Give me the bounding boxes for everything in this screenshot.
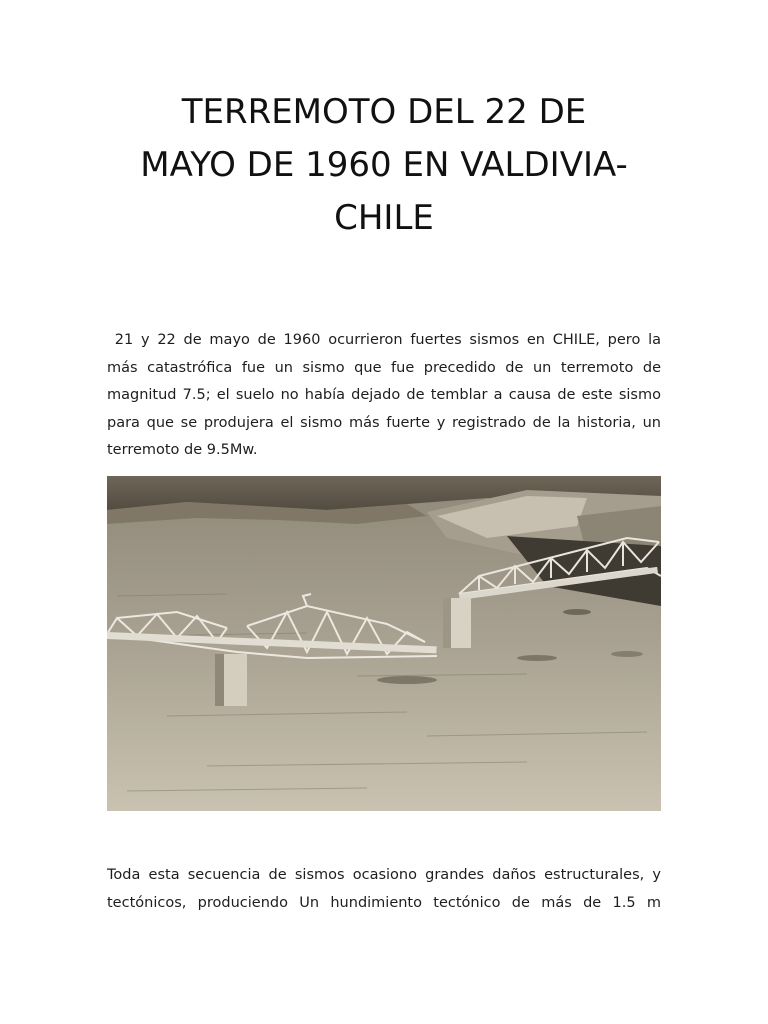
- document-title: [96, 86, 672, 245]
- title-line: CHILE: [334, 198, 434, 238]
- intro-paragraph: [107, 327, 661, 465]
- paragraph-line: tectónicos, produciendo Un hundimiento tectónico de más de 1.5 m: [107, 894, 661, 911]
- title-line: TERREMOTO DEL 22 DE: [181, 92, 587, 132]
- paragraph-line: magnitud 7.5; el suelo no había dejado de temblar a causa de este sismo: [107, 387, 661, 403]
- paragraph-line: terremoto de 9.5Mw.: [107, 442, 258, 458]
- paragraph-line: para que se produjera el sismo más fuerte y registrado de la historia, un: [107, 414, 661, 431]
- damage-paragraph: [107, 862, 661, 917]
- collapsed-bridge-photo: [107, 476, 661, 811]
- title-line: MAYO DE 1960 EN VALDIVIA-: [140, 145, 628, 185]
- paragraph-line: más catastrófica fue un sismo que fue precedido de un terremoto de: [107, 359, 661, 376]
- paragraph-line: 21 y 22 de mayo de 1960 ocurrieron fuertes sismos en CHILE, pero la: [107, 332, 661, 348]
- paragraph-line: Toda esta secuencia de sismos ocasiono grandes daños estructurales, y: [107, 867, 661, 883]
